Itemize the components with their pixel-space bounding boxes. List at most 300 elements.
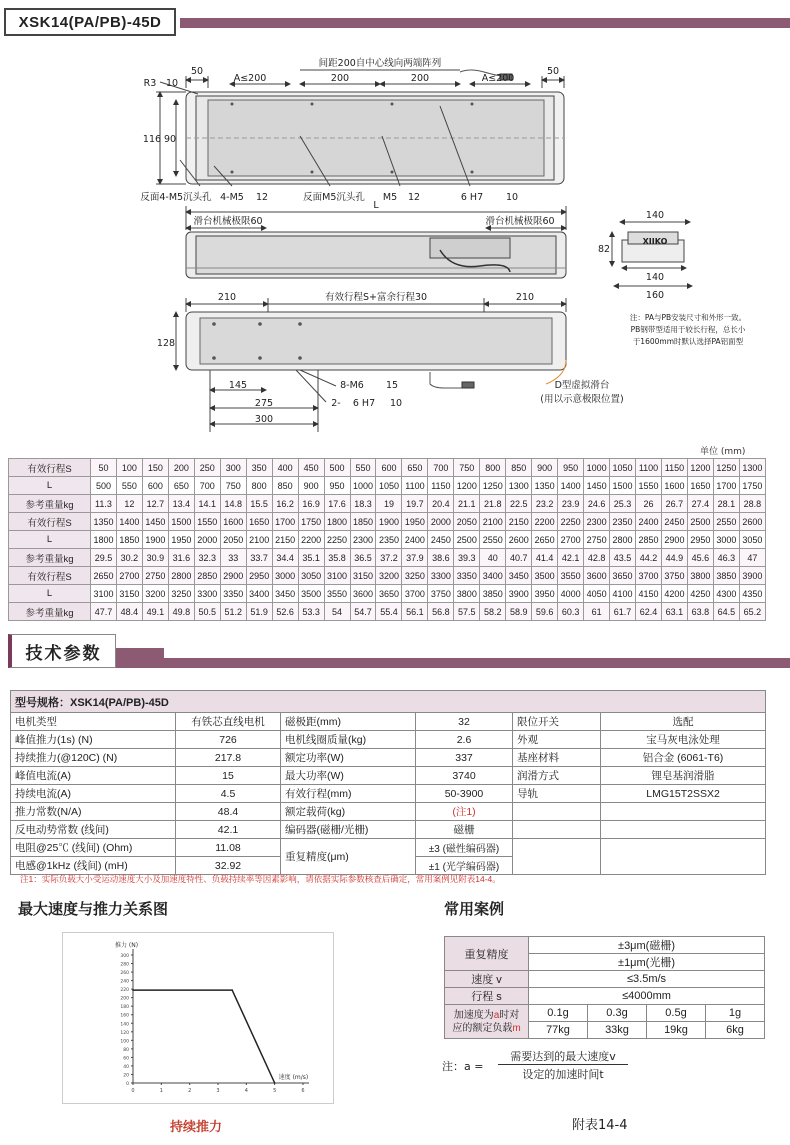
case-repeat-v2: ±1μm(光栅) (529, 954, 765, 971)
spec-cell: 15 (176, 767, 281, 785)
stroke-cell: 23.9 (558, 495, 584, 513)
stroke-cell: 65.2 (739, 603, 765, 621)
dim-50-right: 50 (546, 66, 560, 77)
stroke-cell: 42.8 (584, 549, 610, 567)
stroke-cell: 3500 (298, 585, 324, 603)
stroke-cell: 37.9 (402, 549, 428, 567)
stroke-cell: 2400 (402, 531, 428, 549)
stroke-row (9, 567, 766, 585)
stroke-cell: 50.5 (194, 603, 220, 621)
stroke-cell: 1800 (91, 531, 117, 549)
brand-label: XIIKO (642, 237, 668, 246)
stroke-cell: 56.8 (428, 603, 454, 621)
spec-empty (601, 839, 766, 875)
stroke-cell: 1250 (480, 477, 506, 495)
stroke-cell: 3700 (636, 567, 662, 585)
spec-cell: 最大功率(W) (281, 767, 416, 785)
formula-prefix: 注：a = (442, 1060, 484, 1073)
stroke-cell: 16.9 (298, 495, 324, 513)
label-m5-4: 4-M5 (220, 192, 244, 203)
case-acc-3: 0.5g (647, 1005, 706, 1022)
speed-chart-title: 最大速度与推力关系图 (18, 900, 169, 918)
stroke-row-label: 参考重量kg (9, 495, 91, 513)
stroke-cell: 40.7 (506, 549, 532, 567)
dim-L: L (373, 200, 379, 211)
stroke-cell: 3350 (454, 567, 480, 585)
spec-row (11, 713, 766, 731)
spec-model-row: 型号规格：XSK14(PA/PB)-45D (11, 691, 766, 713)
spec-cell: (注1) (416, 803, 513, 821)
section-band-line (164, 658, 790, 668)
stroke-cell: 30.2 (116, 549, 142, 567)
stroke-cell: 400 (272, 459, 298, 477)
stroke-cell: 2800 (610, 531, 636, 549)
y-tick-label: 80 (123, 1047, 129, 1053)
case-stroke-value: ≤4000mm (529, 988, 765, 1005)
dim-116: 116 (142, 134, 162, 145)
spacing-note: 间距200自中心线向两端阵列 (318, 58, 442, 69)
stroke-cell: 2050 (220, 531, 246, 549)
stroke-cell: 3300 (194, 585, 220, 603)
stroke-cell: 3650 (376, 585, 402, 603)
label-m6: 8-M6 (340, 380, 364, 391)
spec-row (11, 821, 766, 839)
y-tick-label: 120 (120, 1030, 129, 1036)
stroke-cell: 900 (532, 459, 558, 477)
label-pin2-depth: 10 (389, 398, 403, 409)
stroke-cell: 4200 (661, 585, 687, 603)
case-load-2: 33kg (588, 1022, 647, 1039)
spec-cell: 外观 (513, 731, 601, 749)
case-stroke-label: 行程 s (445, 988, 529, 1005)
x-axis-label: 速度 (m/s) (278, 1074, 309, 1081)
stroke-cell: 500 (91, 477, 117, 495)
stroke-cell: 1350 (91, 513, 117, 531)
stroke-cell: 47 (739, 549, 765, 567)
stroke-cell: 1400 (558, 477, 584, 495)
case-acc-label: 加速度为a时对 应的额定负载m (445, 1005, 529, 1039)
stroke-cell: 4350 (739, 585, 765, 603)
series-line-continuous-force (133, 990, 275, 1083)
spec-cell: 导轨 (513, 785, 601, 803)
stroke-cell: 1000 (350, 477, 376, 495)
stroke-cell: 1750 (298, 513, 324, 531)
spec-cell: 磁极距(mm) (281, 713, 416, 731)
stroke-cell: 3700 (402, 585, 428, 603)
stroke-cell: 650 (402, 459, 428, 477)
stroke-cell: 41.4 (532, 549, 558, 567)
stroke-cell: 3750 (428, 585, 454, 603)
stroke-row (9, 459, 766, 477)
stroke-cell: 2050 (454, 513, 480, 531)
stroke-cell: 2300 (350, 531, 376, 549)
x-tick-label: 1 (159, 1088, 163, 1094)
stroke-row-label: 参考重量kg (9, 603, 91, 621)
stroke-cell: 100 (116, 459, 142, 477)
dim-82: 82 (597, 244, 611, 255)
stroke-cell: 2200 (298, 531, 324, 549)
cases-title: 常用案例 (444, 900, 505, 918)
stroke-cell: 2450 (428, 531, 454, 549)
y-tick-label: 260 (120, 971, 129, 977)
stroke-cell: 3250 (402, 567, 428, 585)
stroke-cell: 850 (272, 477, 298, 495)
x-tick-label: 2 (188, 1088, 192, 1094)
stroke-cell: 1850 (116, 531, 142, 549)
stroke-cell: 54.7 (350, 603, 376, 621)
stroke-cell: 2450 (661, 513, 687, 531)
dim-300: 300 (254, 414, 274, 425)
spec-empty (513, 839, 601, 875)
stroke-row (9, 531, 766, 549)
stroke-cell: 2350 (610, 513, 636, 531)
stroke-cell: 63.1 (661, 603, 687, 621)
stroke-cell: 350 (246, 459, 272, 477)
dim-pitch-1: 200 (330, 73, 350, 84)
stroke-cell: 2100 (480, 513, 506, 531)
stroke-cell: 1150 (428, 477, 454, 495)
stroke-cell: 4300 (713, 585, 739, 603)
stroke-cell: 2350 (376, 531, 402, 549)
limit-left: 滑台机械极限60 (193, 216, 263, 227)
stroke-cell: 3800 (454, 585, 480, 603)
stroke-cell: 49.8 (168, 603, 194, 621)
stroke-cell: 53.3 (298, 603, 324, 621)
stroke-cell: 45.6 (687, 549, 713, 567)
stroke-cell: 750 (220, 477, 246, 495)
virtual-slide-label: D型虚拟滑台 (554, 380, 610, 391)
stroke-cell: 32.3 (194, 549, 220, 567)
stroke-row-label: 有效行程S (9, 513, 91, 531)
limit-right: 滑台机械极限60 (485, 216, 555, 227)
stroke-cell: 150 (142, 459, 168, 477)
y-tick-label: 240 (120, 979, 129, 985)
stroke-cell: 250 (194, 459, 220, 477)
spec-cell: 限位开关 (513, 713, 601, 731)
stroke-cell: 3450 (506, 567, 532, 585)
stroke-cell: 1050 (376, 477, 402, 495)
label-pin2-b: 6 H7 (352, 398, 376, 409)
stroke-cell: 25.3 (610, 495, 636, 513)
stroke-cell: 1200 (687, 459, 713, 477)
stroke-cell: 650 (168, 477, 194, 495)
spec-table (10, 690, 766, 875)
y-tick-label: 140 (120, 1022, 129, 1028)
spec-cell: 持续推力(@120C) (N) (11, 749, 176, 767)
stroke-cell: 3200 (376, 567, 402, 585)
case-load-4: 6kg (706, 1022, 765, 1039)
stroke-cell: 800 (246, 477, 272, 495)
accel-formula (442, 1048, 672, 1084)
y-tick-label: 200 (120, 996, 129, 1002)
stroke-cell: 61 (584, 603, 610, 621)
stroke-cell: 3350 (220, 585, 246, 603)
stroke-cell: 2900 (220, 567, 246, 585)
stroke-cell: 28.1 (713, 495, 739, 513)
stroke-cell: 1600 (220, 513, 246, 531)
technical-drawings (0, 36, 790, 456)
stroke-cell: 2600 (739, 513, 765, 531)
spec-cell: 磁栅 (416, 821, 513, 839)
stroke-row-label: 有效行程S (9, 567, 91, 585)
stroke-cell: 44.2 (636, 549, 662, 567)
stroke-cell: 1500 (168, 513, 194, 531)
stroke-cell: 23.2 (532, 495, 558, 513)
dim-210-right: 210 (515, 292, 535, 303)
stroke-cell: 3450 (272, 585, 298, 603)
spec-cell: 持续电流(A) (11, 785, 176, 803)
stroke-cell: 3500 (532, 567, 558, 585)
stroke-cell: 450 (298, 459, 324, 477)
y-tick-label: 20 (123, 1073, 129, 1079)
stroke-cell: 3400 (246, 585, 272, 603)
y-tick-label: 100 (120, 1039, 129, 1045)
stroke-cell: 2250 (324, 531, 350, 549)
stroke-cell: 3900 (506, 585, 532, 603)
spec-cell: 编码器(磁栅/光栅) (281, 821, 416, 839)
stroke-cell: 11.3 (91, 495, 117, 513)
stroke-cell: 1950 (402, 513, 428, 531)
spec-row (11, 839, 766, 857)
dim-pitch-2: 200 (410, 73, 430, 84)
stroke-cell: 24.6 (584, 495, 610, 513)
dim-160: 160 (645, 290, 665, 301)
stroke-cell: 36.5 (350, 549, 376, 567)
stroke-cell: 26.7 (661, 495, 687, 513)
case-repeat-v1: ±3μm(磁栅) (529, 937, 765, 954)
stroke-cell: 2150 (506, 513, 532, 531)
stroke-cell: 44.9 (661, 549, 687, 567)
dim-r3-depth: 10 (165, 78, 179, 89)
stroke-cell: 35.1 (298, 549, 324, 567)
dim-r3: R3 (143, 78, 157, 89)
spec-cell: 32 (416, 713, 513, 731)
stroke-cell: 1700 (272, 513, 298, 531)
stroke-cell: 2300 (584, 513, 610, 531)
stroke-cell: 3650 (610, 567, 636, 585)
spec-cell: 额定载荷(kg) (281, 803, 416, 821)
stroke-cell: 1050 (610, 459, 636, 477)
case-speed-value: ≤3.5m/s (529, 971, 765, 988)
stroke-cell: 2950 (687, 531, 713, 549)
x-tick-label: 4 (244, 1088, 248, 1094)
stroke-cell: 2850 (636, 531, 662, 549)
spec-repeat-v1: ±3 (磁性编码器) (416, 839, 513, 857)
stroke-cell: 1250 (713, 459, 739, 477)
spec-cell: 42.1 (176, 821, 281, 839)
x-tick-label: 6 (301, 1088, 305, 1094)
stroke-cell: 26 (636, 495, 662, 513)
y-tick-label: 40 (123, 1064, 129, 1070)
case-load-3: 19kg (647, 1022, 706, 1039)
stroke-cell: 48.4 (116, 603, 142, 621)
stroke-cell: 1100 (402, 477, 428, 495)
dim-140-top: 140 (645, 210, 665, 221)
stroke-cell: 3850 (713, 567, 739, 585)
stroke-cell: 2250 (558, 513, 584, 531)
label-rev-m5-4: 反面4-M5沉头孔 (140, 192, 212, 203)
stroke-cell: 63.8 (687, 603, 713, 621)
stroke-cell: 61.7 (610, 603, 636, 621)
stroke-cell: 550 (350, 459, 376, 477)
case-acc-1: 0.1g (529, 1005, 588, 1022)
spec-cell: 726 (176, 731, 281, 749)
case-repeat-label: 重复精度 (445, 937, 529, 971)
stroke-cell: 1550 (194, 513, 220, 531)
stroke-cell: 3800 (687, 567, 713, 585)
header-band (180, 18, 790, 28)
dim-140-bot: 140 (645, 272, 665, 283)
spec-cell (513, 803, 601, 821)
stroke-cell: 42.1 (558, 549, 584, 567)
stroke-cell: 51.2 (220, 603, 246, 621)
stroke-cell: 2550 (480, 531, 506, 549)
stroke-cell: 30.9 (142, 549, 168, 567)
stroke-cell: 49.1 (142, 603, 168, 621)
stroke-cell: 2550 (713, 513, 739, 531)
stroke-cell: 4250 (687, 585, 713, 603)
y-tick-label: 220 (120, 988, 129, 994)
y-tick-label: 0 (126, 1082, 129, 1087)
stroke-cell: 13.4 (168, 495, 194, 513)
stroke-row (9, 513, 766, 531)
spec-cell (601, 803, 766, 821)
spec-cell: 峰值推力(1s) (N) (11, 731, 176, 749)
spec-cell: 电机线圈质量(kg) (281, 731, 416, 749)
appendix-label: 附表14-4 (572, 1118, 628, 1133)
stroke-cell: 1950 (168, 531, 194, 549)
spec-cell: 反电动势常数 (线间) (11, 821, 176, 839)
stroke-cell: 34.4 (272, 549, 298, 567)
stroke-cell: 21.8 (480, 495, 506, 513)
stroke-cell: 20.4 (428, 495, 454, 513)
stroke-cell: 14.8 (220, 495, 246, 513)
stroke-cell: 500 (324, 459, 350, 477)
stroke-cell: 1750 (739, 477, 765, 495)
spec-cell: 4.5 (176, 785, 281, 803)
note-line-2: PB钢带型适用于较长行程，总长小 (630, 325, 746, 334)
stroke-cell: 1100 (636, 459, 662, 477)
spec-repeat-v2: ±1 (光学编码器) (416, 857, 513, 875)
stroke-table (8, 458, 766, 621)
case-acc-4: 1g (706, 1005, 765, 1022)
stroke-cell: 3400 (480, 567, 506, 585)
speed-force-chart (62, 932, 334, 1104)
stroke-cell: 600 (142, 477, 168, 495)
stroke-cell: 21.1 (454, 495, 480, 513)
stroke-cell: 51.9 (246, 603, 272, 621)
stroke-cell: 3050 (298, 567, 324, 585)
label-pin-depth: 10 (505, 192, 519, 203)
stroke-cell: 900 (298, 477, 324, 495)
y-tick-label: 180 (120, 1005, 129, 1011)
stroke-cell: 2000 (194, 531, 220, 549)
label-rev-m5: 反面M5沉头孔 (303, 192, 365, 203)
stroke-cell: 2400 (636, 513, 662, 531)
spec-cell: 润滑方式 (513, 767, 601, 785)
stroke-cell: 2500 (454, 531, 480, 549)
stroke-cell: 33.7 (246, 549, 272, 567)
stroke-cell: 3950 (532, 585, 558, 603)
label-pin2: 2- (331, 398, 341, 409)
formula-denominator: 设定的加速时间t (522, 1068, 604, 1081)
dim-a-left: A≤200 (233, 73, 267, 84)
stroke-cell: 18.3 (350, 495, 376, 513)
y-tick-label: 300 (120, 954, 129, 959)
stroke-cell: 950 (324, 477, 350, 495)
stroke-cell: 2650 (532, 531, 558, 549)
stroke-cell: 38.6 (428, 549, 454, 567)
stroke-cell: 60.3 (558, 603, 584, 621)
stroke-cell: 33 (220, 549, 246, 567)
stroke-cell: 55.4 (376, 603, 402, 621)
stroke-cell: 1900 (142, 531, 168, 549)
stroke-cell: 550 (116, 477, 142, 495)
spec-cell: LMG15T2SSX2 (601, 785, 766, 803)
dim-275: 275 (254, 398, 274, 409)
stroke-cell: 300 (220, 459, 246, 477)
stroke-cell: 4100 (610, 585, 636, 603)
stroke-cell: 3550 (558, 567, 584, 585)
stroke-cell: 12 (116, 495, 142, 513)
stroke-cell: 1450 (142, 513, 168, 531)
spec-row (11, 785, 766, 803)
spec-row (11, 731, 766, 749)
spec-cell: 铝合金 (6061-T6) (601, 749, 766, 767)
stroke-cell: 2500 (687, 513, 713, 531)
stroke-cell: 19 (376, 495, 402, 513)
stroke-cell: 3150 (350, 567, 376, 585)
stroke-cell: 29.5 (91, 549, 117, 567)
stroke-cell: 1900 (376, 513, 402, 531)
data-point (132, 989, 134, 991)
stroke-cell: 2900 (661, 531, 687, 549)
spec-cell (513, 821, 601, 839)
stroke-cell: 46.3 (713, 549, 739, 567)
stroke-cell: 28.8 (739, 495, 765, 513)
stroke-cell: 1150 (661, 459, 687, 477)
note-line-1: 注：PA与PB安装尺寸和外形一致。 (629, 313, 747, 322)
stroke-cell: 3200 (142, 585, 168, 603)
dim-210-left: 210 (217, 292, 237, 303)
stroke-cell: 39.3 (454, 549, 480, 567)
stroke-row-label: L (9, 585, 91, 603)
label-m5-4-depth: 12 (255, 192, 269, 203)
stroke-cell: 1850 (350, 513, 376, 531)
stroke-cell: 17.6 (324, 495, 350, 513)
spec-cell: 11.08 (176, 839, 281, 857)
dim-128: 128 (156, 338, 176, 349)
case-speed-label: 速度 v (445, 971, 529, 988)
stroke-cell: 700 (194, 477, 220, 495)
stroke-cell: 3850 (480, 585, 506, 603)
spec-cell: 峰值电流(A) (11, 767, 176, 785)
spec-cell: 32.92 (176, 857, 281, 875)
stroke-cell: 800 (480, 459, 506, 477)
y-tick-label: 160 (120, 1013, 129, 1019)
stroke-cell: 3300 (428, 567, 454, 585)
spec-note: 注1：实际负载大小受运动速度大小及加速度特性、负载持续率等因素影响，请依据实际参数核查后确定，常用案例见附表14-4。 (20, 874, 501, 884)
stroke-cell: 850 (506, 459, 532, 477)
stroke-cell: 14.1 (194, 495, 220, 513)
stroke-cell: 2100 (246, 531, 272, 549)
stroke-cell: 47.7 (91, 603, 117, 621)
chart-legend-caption: 持续推力 (170, 1120, 223, 1135)
stroke-cell: 1300 (506, 477, 532, 495)
stroke-cell: 1800 (324, 513, 350, 531)
note-line-3: 于1600mm时默认选择PA铝面型 (632, 337, 744, 346)
stroke-cell: 950 (558, 459, 584, 477)
